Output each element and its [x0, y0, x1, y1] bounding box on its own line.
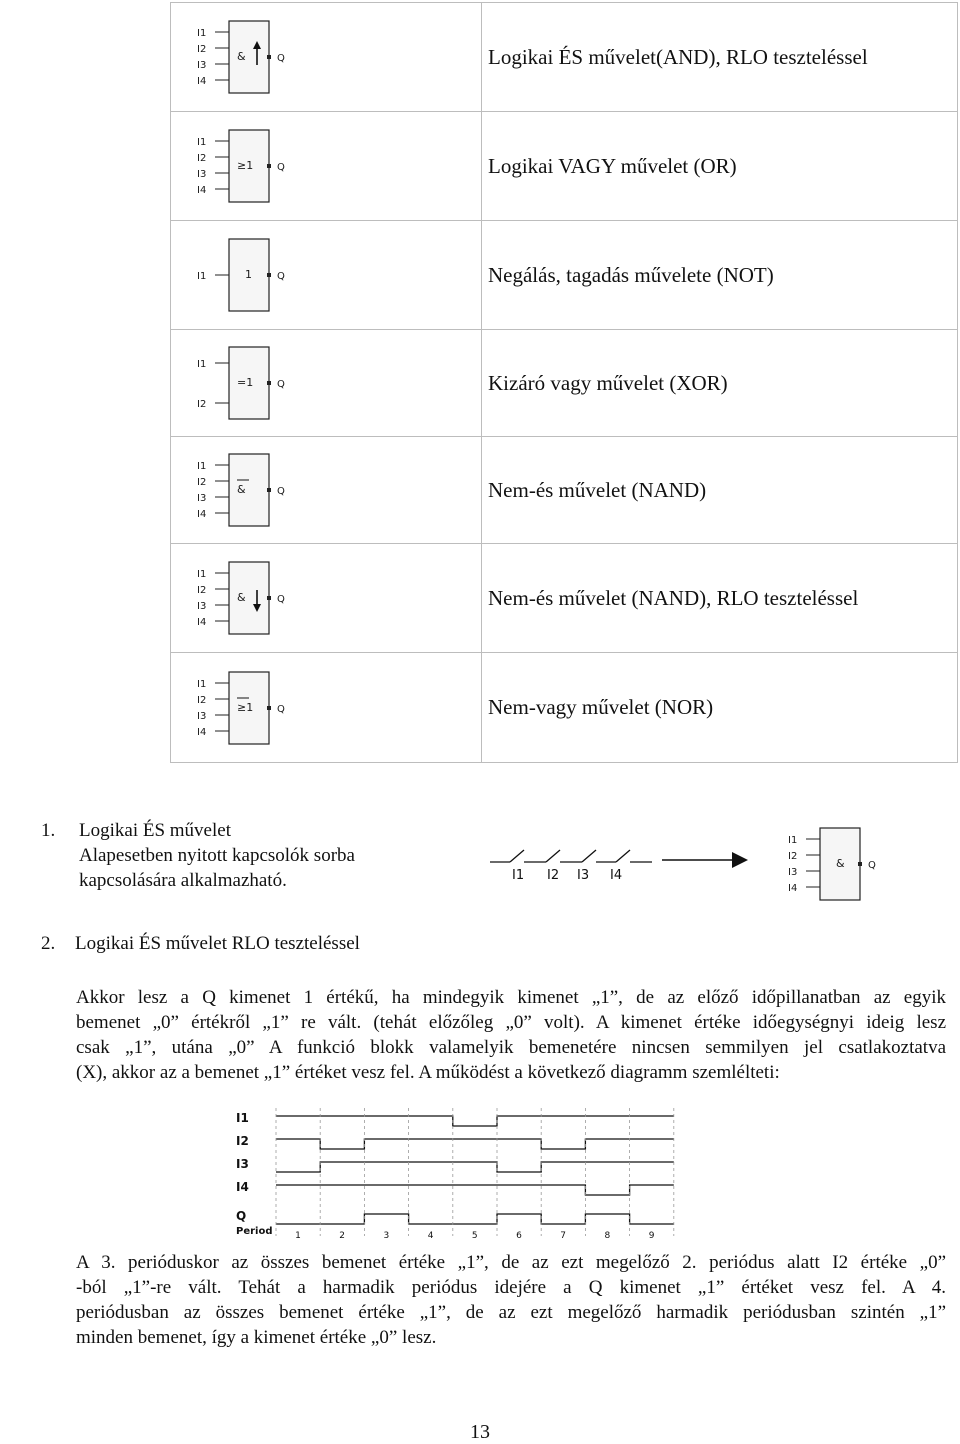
gate-input-label: I1 [197, 678, 207, 690]
gate-row-nor [171, 653, 958, 763]
period-label: Period [236, 1226, 273, 1237]
gate-input-label: I4 [197, 726, 207, 738]
period-number: 7 [560, 1231, 567, 1241]
gate-input-label: I3 [197, 710, 207, 722]
timing-signal-label: Q [236, 1209, 247, 1223]
gate-symbol-cell [171, 221, 482, 330]
gate-symbol: & [237, 50, 246, 63]
section-2-number: 2. [41, 933, 56, 954]
paragraph-line: bemenet „0” értékről „1” re vált. (tehát előzőleg „0” volt). A kimenet értéke időegységnyi ideig lesz [76, 1012, 946, 1033]
gate-input-label: I2 [197, 44, 207, 55]
section-1-line: Logikai ÉS művelet [79, 820, 231, 841]
paragraph-line: A 3. perióduskor az összes bemenet értéke „1”, de az ezt megelőző 2. periódus alatt I2 értéke „0” [76, 1252, 946, 1273]
paragraph-line: -ból „1”-re vált. Tehát a harmadik periódus idejére a Q kimenet „1” értéket vesz fel. A 4. [76, 1277, 946, 1298]
gate-symbol-cell [171, 3, 482, 112]
timing-waveform [276, 1139, 674, 1149]
gate-row-xor [171, 330, 958, 437]
gate-symbol: =1 [237, 376, 254, 389]
paragraph-line: minden bemenet, így a kimenet értéke „0” lesz. [76, 1327, 437, 1348]
gate-symbol-cell [171, 112, 482, 221]
gate-input-label: I1 [788, 835, 798, 846]
gate-output-label: Q [277, 703, 285, 715]
period-number: 3 [383, 1231, 390, 1241]
gate-output-label: Q [277, 162, 285, 173]
gate-input-label: I2 [788, 851, 798, 862]
switch-label: I2 [547, 868, 560, 882]
section-2-heading: Logikai ÉS művelet RLO teszteléssel [75, 933, 360, 954]
period-number: 5 [471, 1231, 478, 1241]
xor-gate-icon [195, 345, 295, 421]
gate-input-label: I4 [197, 185, 207, 196]
switch-label: I4 [610, 868, 623, 882]
gate-input-label: I2 [197, 694, 207, 706]
gate-input-label: I2 [197, 399, 207, 410]
paragraph-line: csak „1”, utána „0” A funkció blokk valamelyik bemenetére nincsen semmilyen jel csatlakoztatva [76, 1037, 946, 1058]
gate-output-label: Q [277, 271, 285, 282]
nand-gate-icon [195, 452, 295, 528]
period-number: 2 [339, 1231, 346, 1241]
gate-label: Kizáró vagy művelet (XOR) [482, 330, 958, 437]
gate-row-and-rlo [171, 3, 958, 112]
gate-input-label: I4 [197, 617, 207, 628]
gate-input-label: I1 [197, 569, 207, 580]
gate-label: Nem-és művelet (NAND), RLO teszteléssel [482, 544, 958, 653]
period-number: 1 [295, 1231, 301, 1241]
timing-signal-label: I3 [236, 1157, 249, 1171]
gate-symbol: & [836, 857, 845, 870]
timing-waveform [276, 1162, 674, 1172]
timing-waveform [276, 1214, 674, 1224]
gate-input-label: I2 [197, 153, 207, 164]
gate-row-or [171, 112, 958, 221]
gate-input-label: I1 [197, 359, 207, 370]
gate-input-label: I1 [197, 271, 207, 282]
timing-signal-label: I4 [236, 1180, 249, 1194]
section-1-line: Alapesetben nyitott kapcsolók sorba [79, 845, 355, 866]
switch-label: I3 [577, 868, 590, 882]
gate-input-label: I3 [788, 867, 798, 878]
section-2-paragraph-1 [76, 985, 946, 1085]
section-1-number: 1. [41, 820, 56, 841]
gate-output-label: Q [277, 594, 285, 605]
timing-waveform [276, 1116, 674, 1126]
period-number: 4 [427, 1231, 434, 1241]
gate-input-label: I3 [197, 169, 207, 180]
gate-row-nand [171, 437, 958, 544]
gate-row-not [171, 221, 958, 330]
gate-symbol: ≥1 [237, 159, 254, 172]
not-gate-icon [195, 237, 295, 313]
gate-output-label: Q [868, 860, 876, 871]
gate-symbol: & [237, 483, 246, 496]
gate-output-label: Q [277, 379, 285, 390]
section-1-line: kapcsolására alkalmazható. [79, 870, 287, 891]
gate-input-label: I4 [788, 883, 798, 894]
arrow-right-icon [660, 846, 750, 874]
nand-rlo-gate-icon [195, 560, 295, 636]
gate-input-label: I4 [197, 76, 207, 87]
gate-input-label: I4 [197, 509, 207, 520]
gate-symbol-cell [171, 330, 482, 437]
timing-waveform [276, 1185, 674, 1195]
paragraph-line: periódusban az összes bemenet értéke „1”, de az ezt megelőző harmadik periódusban szintén „1” [76, 1302, 946, 1323]
gate-symbol: ≥1 [237, 700, 254, 714]
paragraph-line: Akkor lesz a Q kimenet 1 értékű, ha mindegyik kimenet „1”, de az előző időpillanatban az egyik [76, 987, 946, 1008]
gate-label: Nem-és művelet (NAND) [482, 437, 958, 544]
switch-label: I1 [512, 868, 525, 882]
period-number: 6 [516, 1231, 522, 1241]
or-gate-icon [195, 128, 295, 204]
gate-symbol: & [237, 591, 246, 604]
paragraph-line: (X), akkor az a bemenet „1” értéket vesz fel. A működést a következő diagramm szemlélteti: [76, 1062, 780, 1083]
gate-label: Logikai VAGY művelet (OR) [482, 112, 958, 221]
gate-input-label: I3 [197, 493, 207, 504]
timing-diagram [232, 1106, 726, 1246]
timing-signal-label: I1 [236, 1111, 249, 1125]
gate-input-label: I3 [197, 60, 207, 71]
gate-symbol-cell [171, 653, 482, 763]
gate-output-label: Q [277, 486, 285, 497]
gate-input-label: I1 [197, 28, 207, 39]
gate-input-label: I1 [197, 137, 207, 148]
gate-input-label: I1 [197, 461, 207, 472]
and-rlo-gate-icon [195, 19, 295, 95]
and-gate-icon [786, 826, 886, 902]
gate-input-label: I3 [197, 601, 207, 612]
period-number: 8 [604, 1231, 611, 1241]
section-2-title [41, 931, 360, 956]
gate-table [170, 2, 958, 763]
timing-signal-label: I2 [236, 1134, 249, 1148]
page-number: 13 [470, 1421, 490, 1443]
gate-output-label: Q [277, 53, 285, 64]
gate-symbol: 1 [245, 268, 252, 281]
series-switch-diagram [488, 842, 656, 882]
gate-label: Logikai ÉS művelet(AND), RLO teszteléssel [482, 3, 958, 112]
gate-symbol-cell [171, 544, 482, 653]
section-2-paragraph-2 [76, 1250, 946, 1350]
gate-symbol-cell [171, 437, 482, 544]
gate-row-nand-rlo [171, 544, 958, 653]
period-number: 9 [648, 1231, 655, 1241]
gate-label: Nem-vagy művelet (NOR) [482, 653, 958, 763]
gate-label: Negálás, tagadás művelete (NOT) [482, 221, 958, 330]
nor-gate-icon [195, 670, 295, 746]
gate-input-label: I2 [197, 585, 207, 596]
gate-input-label: I2 [197, 477, 207, 488]
